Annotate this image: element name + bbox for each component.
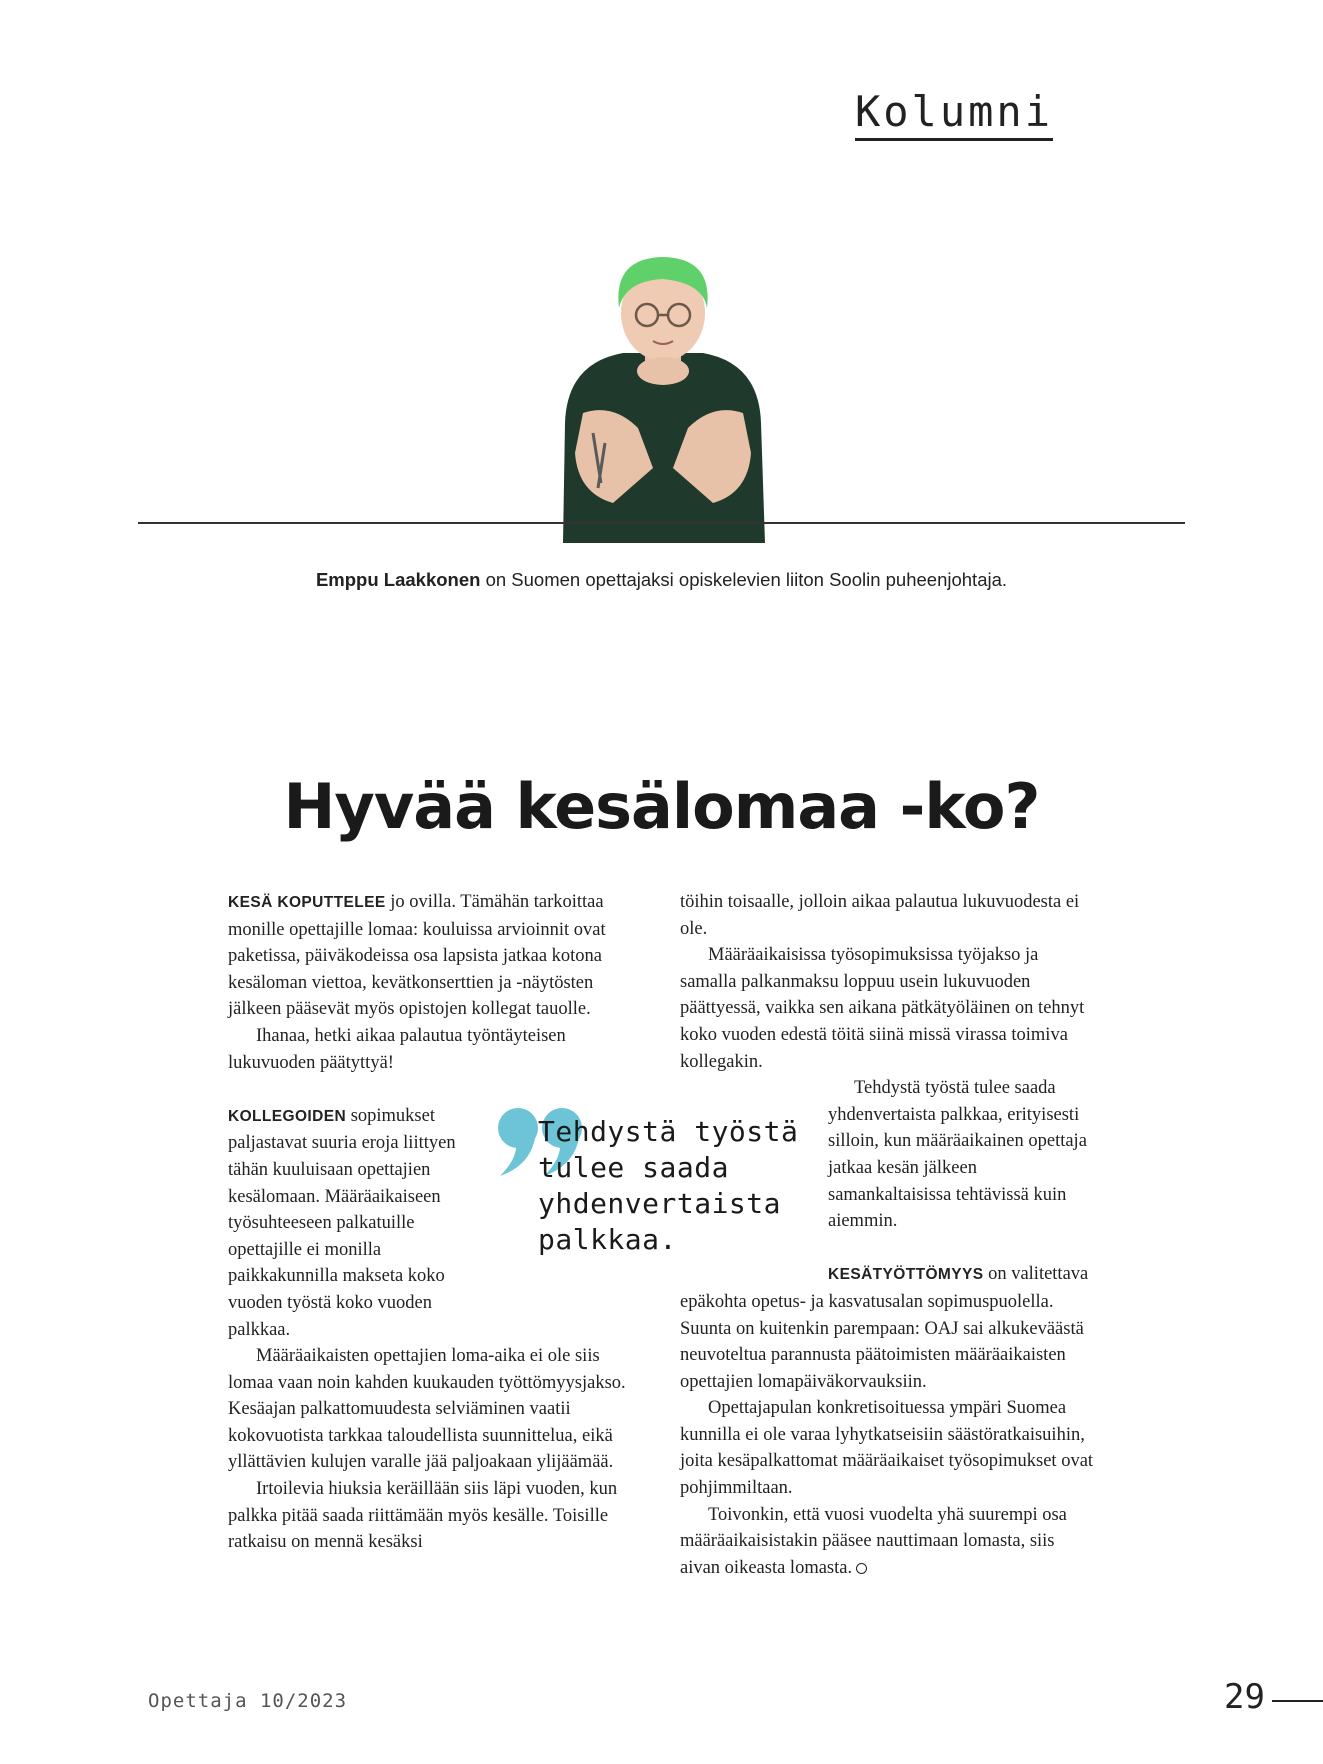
paragraph: töihin toisaalle, jolloin aikaa palautua lukuvuodesta ei ole.: [680, 892, 1080, 939]
page-number: 29: [1224, 1677, 1265, 1717]
paragraph: [680, 1261, 1094, 1395]
author-description: on Suomen opettajaksi opiskelevien liiton Soolin puheenjohtaja.: [485, 569, 1008, 590]
paragraph: Määräaikaisten opettajien loma-aika ei ole siis lomaa vaan noin kahden kuukauden työttömyysjakso. Kesäajan palkattomuudesta selviäminen vaatii kokovuotista tarkkaa taloudellista suunnittelua, eikä yllättävien kulujen varalle jää paljoakaan ylijäämää.: [228, 1346, 626, 1473]
author-portrait: [553, 253, 773, 543]
end-mark-icon: [856, 1563, 867, 1574]
issue-label: Opettaja 10/2023: [148, 1690, 348, 1712]
paragraph-text: sopimukset paljastavat suuria eroja liittyen tähän kuuluisaan opettajien kesälomaan. Määräaikaiseen työsuhteeseen palkatuille opettajille ei monilla paikkakunnilla makseta koko vuoden työstä koko vuoden palkkaa.: [228, 1105, 456, 1340]
paragraph: [680, 1502, 1094, 1582]
paragraph-text: jo ovilla. Tämähän tarkoittaa monille opettajille lomaa: kouluissa arvioinnit ovat paketissa, päiväkodeissa osa lapsista jatkaa kotona kesäloman viettoa, kevätkonserttien ja -näytösten jälkeen pääsevät myös opistojen kollegat tauolle.: [228, 892, 606, 1020]
lead-in: KOLLEGOIDEN: [228, 1107, 347, 1125]
paragraph: Määräaikaisissa työsopimuksissa työjakso ja samalla palkanmaksu loppuu usein lukuvuoden päättyessä, vaikka sen aikana pätkätyöläinen on tehnyt koko vuoden edestä töitä siinä missä virassa toimiva kollegakin.: [680, 945, 1085, 1072]
lead-in: KESÄ KOPUTTELEE: [228, 894, 386, 911]
author-byline: [0, 569, 1323, 591]
paragraph-text: Toivonkin, että vuosi vuodelta yhä suurempi osa määräaikaisistakin pääsee nauttimaan lomasta, siis aivan oikeasta lomasta.: [680, 1504, 1067, 1578]
section-label: Kolumni: [855, 90, 1053, 141]
paragraph: Tehdystä työstä tulee saada yhdenvertaista palkkaa, erityisesti silloin, kun määräaikainen opettaja jatkaa kesän jälkeen samankaltaisissa tehtävissä kuin aiemmin.: [828, 1078, 1087, 1232]
pull-quote-text: Tehdystä työstä tulee saada yhdenvertaista palkkaa.: [538, 1115, 799, 1256]
paragraph: [228, 889, 640, 1023]
paragraph: [228, 1103, 466, 1343]
paragraph: Irtoilevia hiuksia keräillään siis läpi vuoden, kun palkka pitää saada riittämään myös kesälle. Toisille ratkaisu on mennä kesäksi: [228, 1479, 618, 1553]
paragraph: Opettajapulan konkretisoituessa ympäri Suomea kunnilla ei ole varaa lyhytkatseisiin säästöratkaisuihin, joita kesäpalkattomat määräaikaiset työsopimukset ovat pohjimmiltaan.: [680, 1398, 1094, 1499]
author-name: Emppu Laakkonen: [315, 569, 481, 590]
paragraph-text: on valitettava epäkohta opetus- ja kasvatusalan sopimuspuolella. Suunta on kuitenkin parempaan: OAJ sai alkukeväästä neuvoteltua parannusta päätoimisten määräaikaisten opettajien lomapäiväkorvauksiin.: [680, 1264, 1089, 1392]
lead-in: KESÄTYÖTTÖMYYS: [828, 1266, 984, 1284]
paragraph: Ihanaa, hetki aikaa palautua työntäyteisen lukuvuoden päätyttyä!: [228, 1025, 566, 1073]
headline: Hyvää kesälomaa -ko?: [283, 770, 1040, 843]
page-number-rule: [1272, 1700, 1323, 1702]
column-2: [680, 889, 1094, 1581]
header-rule: [138, 522, 1185, 524]
